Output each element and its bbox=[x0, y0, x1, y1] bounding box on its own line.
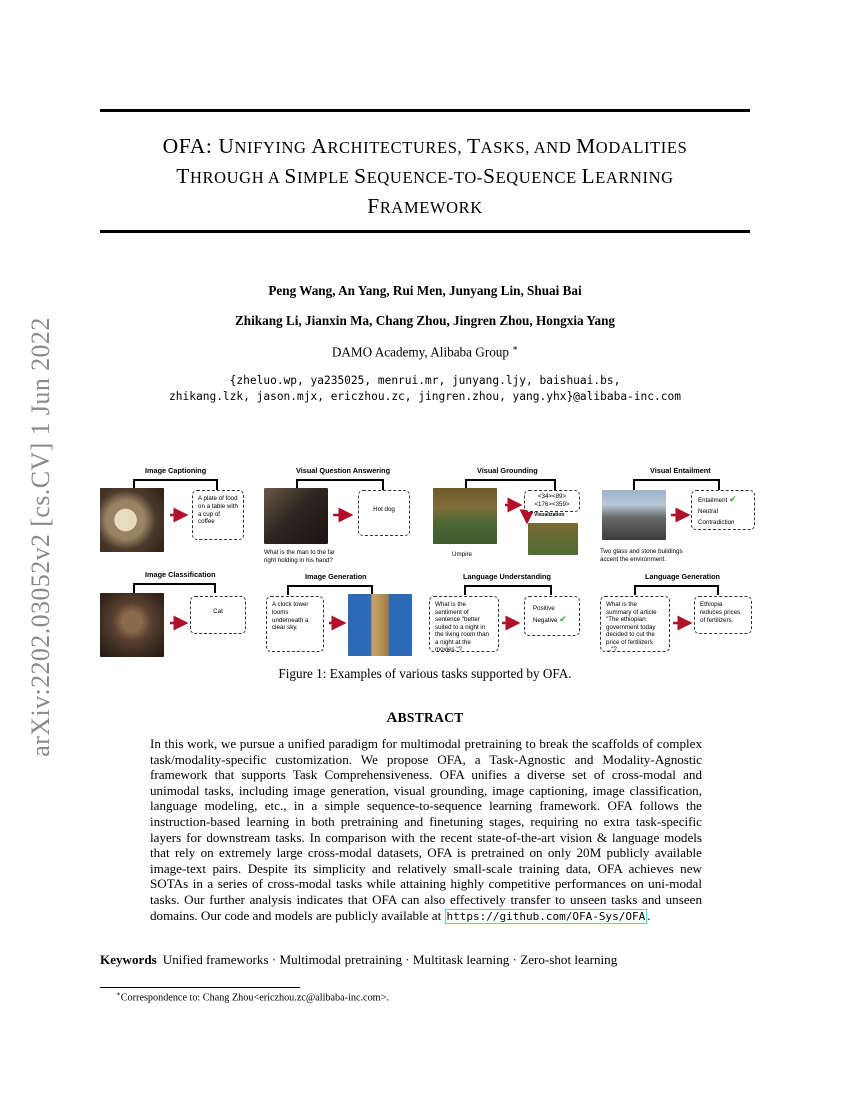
title-part: HROUGH A bbox=[190, 168, 285, 187]
panel-title-vqa: Visual Question Answering bbox=[296, 466, 391, 475]
figure-1 bbox=[100, 460, 760, 660]
keywords bbox=[100, 952, 617, 968]
entailment-option-entailment bbox=[698, 494, 748, 506]
grounding-output-box bbox=[524, 490, 580, 512]
vqa-question bbox=[264, 549, 344, 564]
sentiment-option-positive: Positive bbox=[533, 605, 555, 612]
entailment-option-contradiction: Contradiction bbox=[698, 519, 735, 526]
cat-image bbox=[100, 593, 164, 657]
emails-line-2: zhikang.lzk, jason.mjx, ericzhou.zc, jingren.zhou, yang.yhx}@alibaba-inc.com bbox=[169, 390, 681, 403]
title-line-3 bbox=[100, 192, 750, 222]
check-icon: ✔ bbox=[559, 614, 567, 624]
entailment-option-neutral: Neutral bbox=[698, 508, 718, 515]
abstract-heading bbox=[100, 710, 750, 727]
option-text: Negative bbox=[533, 617, 558, 624]
arxiv-stamp bbox=[6, 302, 76, 772]
understanding-input-box: What is the sentiment of sentence "better suited to a night in the living room than a night at the movies."? bbox=[429, 596, 499, 652]
bracket bbox=[635, 586, 718, 595]
footnote-rule bbox=[100, 987, 300, 988]
grounding-coords-1: <34><89> bbox=[537, 493, 567, 500]
title-part: EQUENCE bbox=[495, 168, 582, 187]
grounding-caption: Umpire bbox=[452, 551, 472, 558]
panel-title-image-captioning: Image Captioning bbox=[145, 466, 207, 475]
abstract-text: In this work, we pursue a unified paradigm for multimodal pretraining to break the scaffolds of complex task/modality-specific customization. We propose OFA, a Task-Agnostic and Modality-Agnostic framework that supports Task Comprehensiveness. OFA unifies a diverse set of cross-modal and unimodal tasks, including image generation, visual grounding, image captioning, image classification, language modeling, etc., in a simple sequence-to-sequence learning framework. OFA follows the instruction-based learning in both pretraining and finetuning stages, requiring no extra task-specific layers for downstream tasks. In comparison with the recent state-of-the-art vision & language models that rely on extremely large cross-modal datasets, OFA is pretrained on only 20M publicly available image-text pairs. Despite its simplicity and relatively small-scale training data, OFA achieves new SOTAs in a series of cross-modal tasks while attaining highly competitive performances on uni-modal tasks. Our further analysis indicates that OFA can also effectively transfer to unseen tasks and unseen domains. Our code and models are publicly available at bbox=[150, 736, 702, 923]
title-bottom-rule bbox=[100, 230, 750, 233]
abstract-heading-initial: A bbox=[386, 710, 398, 726]
title-part: F bbox=[367, 194, 380, 218]
title-part: T bbox=[176, 164, 191, 188]
panel-title-image-classification: Image Classification bbox=[145, 570, 216, 579]
entailment-caption: Two glass and stone buildings accent the environment. bbox=[600, 548, 683, 563]
abstract-end: . bbox=[647, 907, 651, 923]
title-part: S bbox=[284, 164, 297, 188]
affiliation-text: DAMO Academy, Alibaba Group bbox=[331, 344, 509, 360]
keywords-text: Unified frameworks · Multimodal pretraining · Multitask learning · Zero-shot learning bbox=[162, 952, 618, 967]
panel-title-language-understanding: Language Understanding bbox=[463, 572, 551, 581]
title-part: EARNING bbox=[595, 168, 674, 187]
check-icon: ✔ bbox=[728, 494, 737, 504]
abstract-body bbox=[150, 736, 702, 924]
language-generation-output-box: Ethiopia reduces prices of fertilizers. bbox=[694, 596, 752, 634]
title-part: M bbox=[576, 134, 596, 158]
caption-output-box: A plate of food on a table with a cup of coffee bbox=[192, 490, 244, 540]
clock-tower-image bbox=[348, 594, 412, 656]
grounding-visualization-image bbox=[528, 523, 578, 555]
title-part: A bbox=[311, 134, 328, 158]
panel-title-language-generation: Language Generation bbox=[645, 572, 721, 581]
food-plate-image bbox=[100, 488, 164, 552]
title-part: NIFYING bbox=[234, 138, 312, 157]
authors-line-1: Peng Wang, An Yang, Rui Men, Junyang Lin, Shuai Bai bbox=[268, 283, 582, 298]
sentiment-option-negative bbox=[533, 614, 571, 626]
title-top-rule bbox=[100, 109, 750, 112]
title-part: S bbox=[354, 164, 367, 188]
vqa-output-box: Hot dog bbox=[358, 490, 410, 536]
title-part: RCHITECTURES, bbox=[327, 138, 467, 157]
figure-caption: Figure 1: Examples of various tasks supported by OFA. bbox=[278, 666, 572, 681]
title-part: EQUENCE-TO- bbox=[366, 168, 484, 187]
emails-line-1: {zheluo.wp, ya235025, menrui.mr, junyang.ljy, baishuai.bs, bbox=[229, 374, 621, 387]
footnote bbox=[116, 990, 389, 1003]
paper-title bbox=[100, 132, 750, 222]
affiliation bbox=[100, 343, 750, 360]
title-part: ODALITIES bbox=[595, 138, 688, 157]
bracket bbox=[134, 584, 215, 593]
authors-line-2: Zhikang Li, Jianxin Ma, Chang Zhou, Jingren Zhou, Hongxia Yang bbox=[235, 313, 615, 328]
title-part: L bbox=[581, 164, 596, 188]
keywords-label: Keywords bbox=[100, 952, 157, 967]
bracket bbox=[465, 586, 551, 595]
people-image bbox=[264, 488, 328, 544]
title-line-2 bbox=[100, 162, 750, 192]
title-part: T bbox=[466, 134, 481, 158]
title-part: OFA: U bbox=[162, 134, 235, 158]
option-text: Entailment bbox=[698, 497, 728, 504]
generation-input-box: A clock tower looms underneath a clear sky. bbox=[266, 596, 324, 652]
emails bbox=[90, 373, 760, 405]
title-part: ASKS, AND bbox=[480, 138, 577, 157]
affiliation-mark: ∗ bbox=[512, 343, 519, 353]
entailment-options-box bbox=[691, 490, 755, 530]
footnote-mark: ∗ bbox=[116, 990, 121, 998]
visualization-label: Visualization bbox=[534, 512, 565, 518]
classification-output-box: Cat bbox=[190, 596, 246, 634]
code-link[interactable]: https://github.com/OFA-Sys/OFA bbox=[446, 909, 646, 923]
buildings-image bbox=[602, 490, 666, 540]
bracket bbox=[634, 480, 719, 490]
baseball-image bbox=[433, 488, 497, 544]
title-part: IMPLE bbox=[296, 168, 355, 187]
footnote-text: Correspondence to: Chang Zhou<ericzhou.zc@alibaba-inc.com>. bbox=[120, 992, 389, 1004]
grounding-coords-2: <176><359> bbox=[534, 500, 570, 508]
panel-title-image-generation: Image Generation bbox=[305, 572, 367, 581]
language-generation-input-box: What is the summary of article "The ethiopian government today decided to cut the price of fertilizers ..."? bbox=[600, 596, 670, 652]
panel-title-visual-entailment: Visual Entailment bbox=[650, 466, 711, 475]
title-part: RAMEWORK bbox=[379, 198, 483, 217]
title-line-1 bbox=[100, 132, 750, 162]
understanding-output-box bbox=[524, 596, 580, 636]
abstract-heading-rest: BSTRACT bbox=[397, 710, 464, 725]
title-part: S bbox=[483, 164, 496, 188]
arxiv-stamp-text: arXiv:2202.03052v2 [cs.CV] 1 Jun 2022 bbox=[26, 317, 55, 757]
vqa-question-text: What is the man to the far right holding in his hand? bbox=[264, 549, 335, 564]
panel-title-visual-grounding: Visual Grounding bbox=[477, 466, 538, 475]
